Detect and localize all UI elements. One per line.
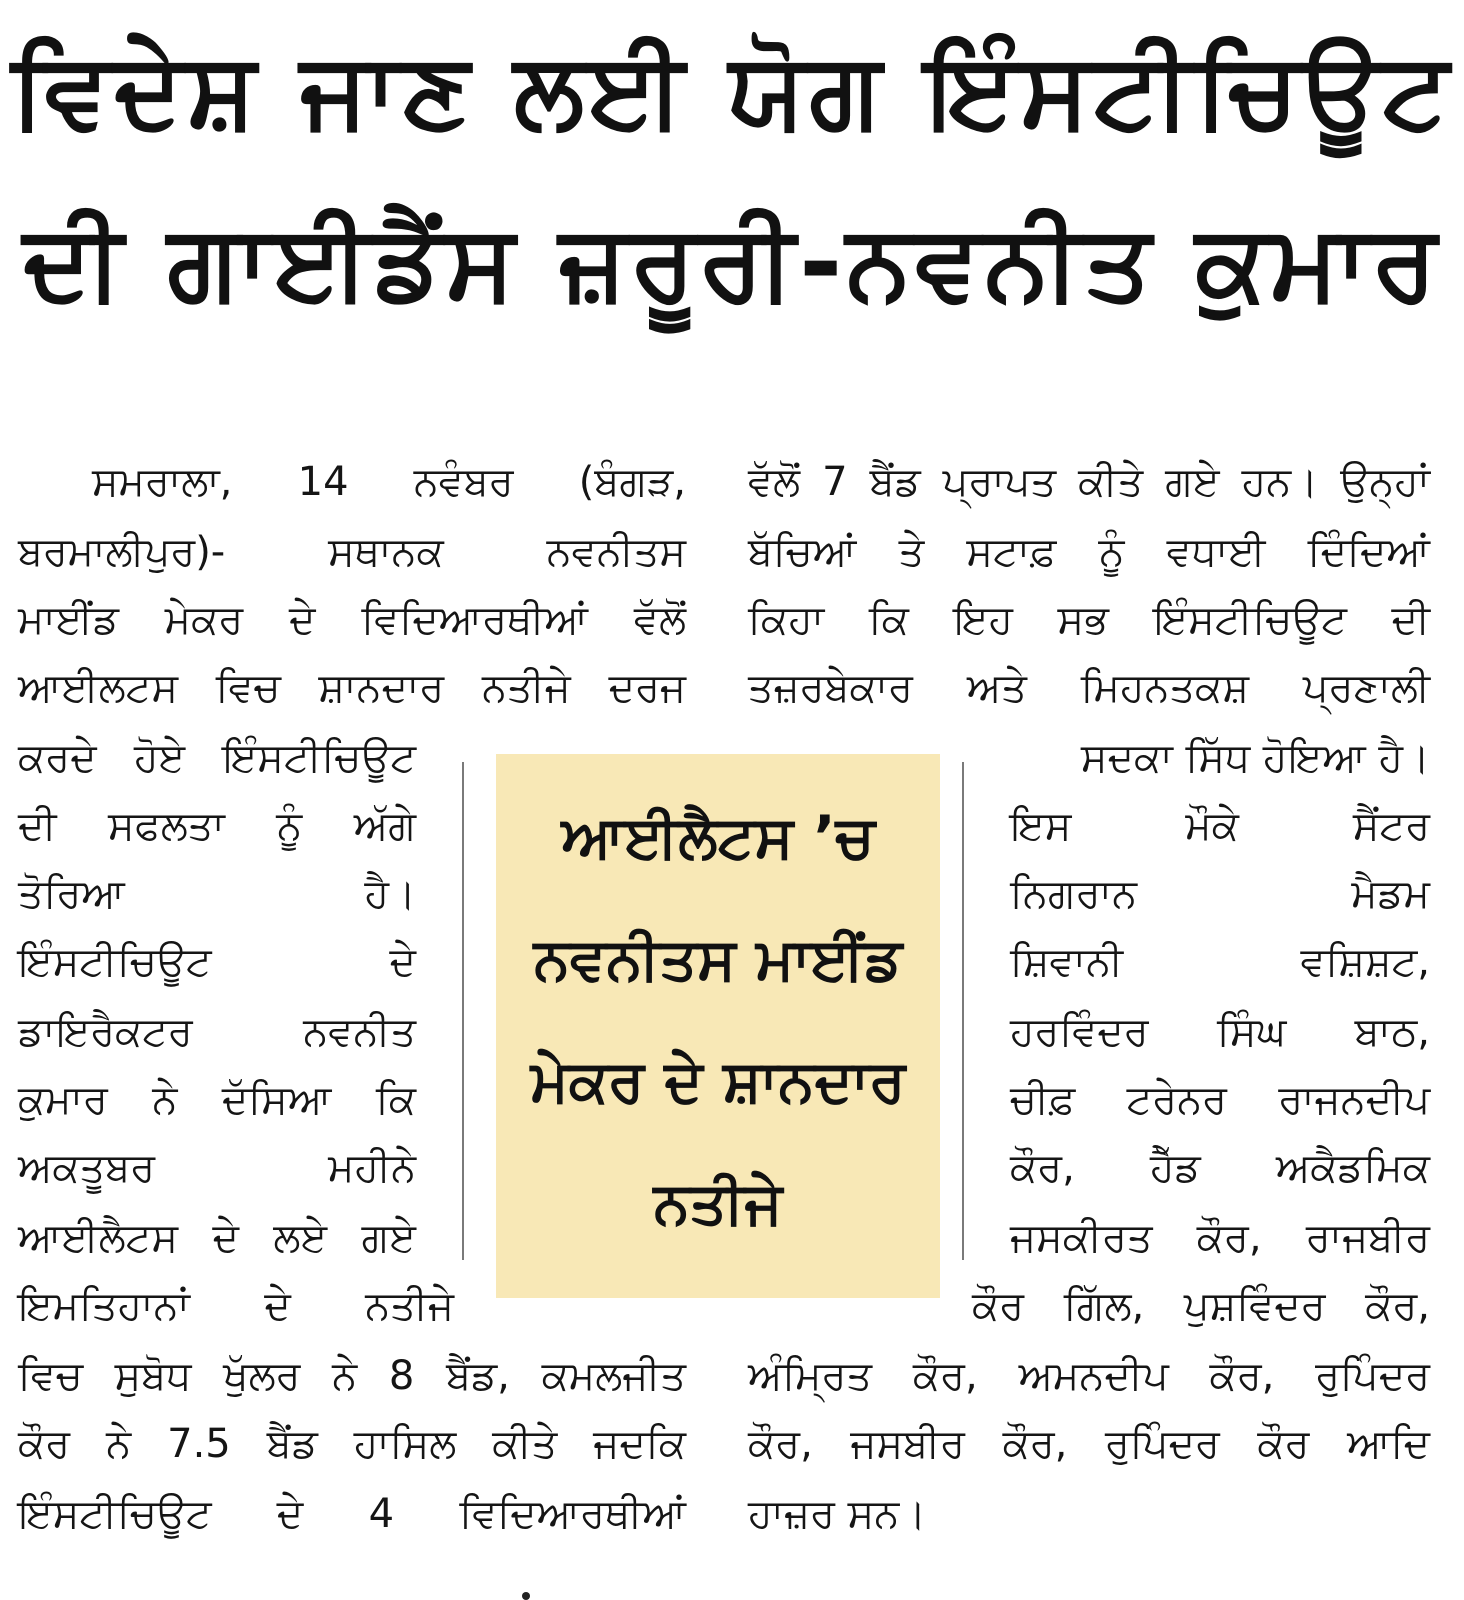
right-column-line: ਹਰਵਿੰਦਰ ਸਿੰਘ ਬਾਠ,: [1010, 1009, 1430, 1055]
column-rule-left: [462, 762, 464, 1260]
headline-line-2: ਦੀ ਗਾਈਡੈਂਸ ਜ਼ਰੂਰੀ-ਨਵਨੀਤ ਕੁਮਾਰ: [22, 201, 1442, 323]
left-column-line: ਬਰਮਾਲੀਪੁਰ)- ਸਥਾਨਕ ਨਵਨੀਤਸ: [18, 529, 686, 575]
left-column-line: ਆਈਲਟਸ ਵਿਚ ਸ਼ਾਨਦਾਰ ਨਤੀਜੇ ਦਰਜ: [18, 665, 686, 711]
left-column-line: ਮਾਈਂਡ ਮੇਕਰ ਦੇ ਵਿਦਿਆਰਥੀਆਂ ਵੱਲੋਂ: [18, 597, 686, 643]
right-column-line: ਕਿਹਾ ਕਿ ਇਹ ਸਭ ਇੰਸਟੀਚਿਊਟ ਦੀ: [748, 597, 1430, 643]
right-column-line: ਕੌਰ ਗਿੱਲ, ਪੁਸ਼ਵਿੰਦਰ ਕੌਰ,: [972, 1283, 1430, 1329]
left-column-line: ਦੀ ਸਫਲਤਾ ਨੂੰ ਅੱਗੇ: [18, 803, 416, 849]
left-column-line: ਤੋਰਿਆ ਹੈ।: [18, 871, 416, 917]
left-column-line: ਆਈਲੈਟਸ ਦੇ ਲਏ ਗਏ: [18, 1215, 416, 1261]
left-column-line: ਕਰਦੇ ਹੋਏ ਇੰਸਟੀਚਿਊਟ: [18, 735, 416, 781]
headline-line-1: ਵਿਦੇਸ਼ ਜਾਣ ਲਈ ਯੋਗ ਇੰਸਟੀਚਿਊਟ: [11, 29, 1453, 151]
left-column-line: ਇੰਸਟੀਚਿਊਟ ਦੇ: [18, 939, 416, 985]
right-column-line: ਨਿਗਰਾਨ ਮੈਡਮ: [1010, 871, 1430, 917]
right-column-line: ਸਦਕਾ ਸਿੱਧ ਹੋਇਆ ਹੈ।: [1080, 735, 1430, 781]
left-column-line: ਇੰਸਟੀਚਿਊਟ ਦੇ 4 ਵਿਦਿਆਰਥੀਆਂ: [18, 1491, 686, 1537]
right-column-line: ਅੰਮ੍ਰਿਤ ਕੌਰ, ਅਮਨਦੀਪ ਕੌਰ, ਰੁਪਿੰਦਰ: [748, 1353, 1430, 1399]
left-column-line: ਡਾਇਰੈਕਟਰ ਨਵਨੀਤ: [18, 1009, 416, 1055]
left-column-line: ਵਿਚ ਸੁਬੋਧ ਖੁੱਲਰ ਨੇ 8 ਬੈਂਡ, ਕਮਲਜੀਤ: [18, 1353, 686, 1399]
right-column-line: ਸ਼ਿਵਾਨੀ ਵਸ਼ਿਸ਼ਟ,: [1010, 939, 1430, 985]
column-rule-right: [962, 762, 964, 1260]
right-column-line: ਹਾਜ਼ਰ ਸਨ।: [748, 1491, 927, 1537]
highlight-line: ਨਵਨੀਤਸ ਮਾਈਂਡ: [533, 925, 903, 993]
left-column-line: ਕੁਮਾਰ ਨੇ ਦੱਸਿਆ ਕਿ: [18, 1077, 416, 1123]
right-column-line: ਵੱਲੋਂ 7 ਬੈਂਡ ਪ੍ਰਾਪਤ ਕੀਤੇ ਗਏ ਹਨ। ਉਨ੍ਹਾਂ: [748, 459, 1430, 505]
right-column-line: ਜਸਕੀਰਤ ਕੌਰ, ਰਾਜਬੀਰ: [1010, 1215, 1430, 1261]
highlight-line: ਨਤੀਜੇ: [653, 1169, 783, 1237]
right-column-line: ਬੱਚਿਆਂ ਤੇ ਸਟਾਫ਼ ਨੂੰ ਵਧਾਈ ਦਿੰਦਿਆਂ: [748, 529, 1430, 575]
highlight-line: ਮੇਕਰ ਦੇ ਸ਼ਾਨਦਾਰ: [530, 1047, 906, 1115]
right-column-line: ਤਜ਼ਰਬੇਕਾਰ ਅਤੇ ਮਿਹਨਤਕਸ਼ ਪ੍ਰਣਾਲੀ: [748, 665, 1430, 711]
print-speck: [522, 1592, 530, 1600]
right-column-line: ਚੀਫ਼ ਟਰੇਨਰ ਰਾਜਨਦੀਪ: [1010, 1077, 1430, 1123]
right-column-line: ਕੌਰ, ਹੈੱਡ ਅਕੈਡਮਿਕ: [1010, 1145, 1430, 1191]
right-column-line: ਇਸ ਮੌਕੇ ਸੈਂਟਰ: [1010, 803, 1430, 849]
right-column-line: ਕੌਰ, ਜਸਬੀਰ ਕੌਰ, ਰੁਪਿੰਦਰ ਕੌਰ ਆਦਿ: [748, 1421, 1430, 1467]
left-column-line: ਕੌਰ ਨੇ 7.5 ਬੈਂਡ ਹਾਸਿਲ ਕੀਤੇ ਜਦਕਿ: [18, 1421, 686, 1467]
left-column-line: ਸਮਰਾਲਾ, 14 ਨਵੰਬਰ (ਬੰਗੜ,: [92, 459, 686, 505]
left-column-line: ਅਕਤੂਬਰ ਮਹੀਨੇ: [18, 1145, 416, 1191]
highlight-line: ਆਈਲੈਟਸ ’ਚ: [561, 803, 875, 871]
left-column-line: ਇਮਤਿਹਾਨਾਂ ਦੇ ਨਤੀਜੇ: [18, 1283, 454, 1329]
